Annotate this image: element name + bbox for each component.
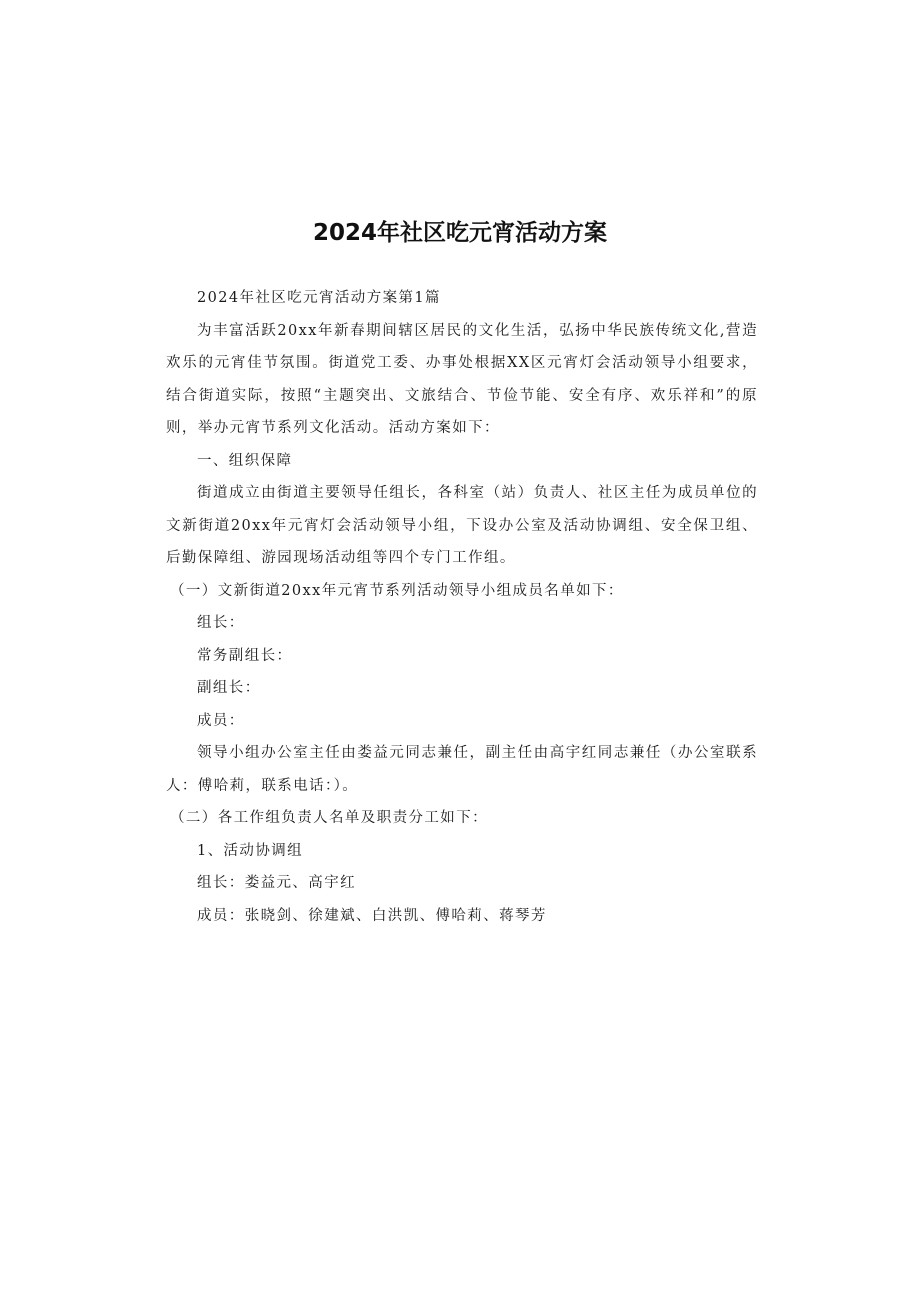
subsection-heading: （一）文新街道20xx年元宵节系列活动领导小组成员名单如下： — [170, 582, 624, 599]
document-body — [166, 282, 758, 932]
list-item: 组长：娄益元、高宇红 — [197, 875, 356, 891]
paragraph-organization: 街道成立由街道主要领导任组长，各科室（站）负责人、社区主任为成员单位的文新街道20xx年元宵灯会活动领导小组，下设办公室及活动协调组、安全保卫组、后勤保障组、游园现场活动组等四个专门工作组。 — [166, 485, 758, 566]
list-item: 常务副组长： — [197, 647, 293, 664]
list-item: 组长： — [197, 615, 245, 631]
paragraph-intro: 为丰富活跃20xx年新春期间辖区居民的文化生活，弘扬中华民族传统文化,营造欢乐的元宵佳节氛围。街道党工委、办事处根据XX区元宵灯会活动领导小组要求，结合街道实际，按照“主题突出、文旅结合、节俭节能、安全有序、欢乐祥和”的原则，举办元宵节系列文化活动。活动方案如下： — [166, 322, 758, 436]
section-heading: 一、组织保障 — [197, 452, 293, 469]
subsection-heading: （二）各工作组负责人名单及职责分工如下： — [170, 810, 488, 826]
list-item: 1、活动协调组 — [197, 842, 304, 859]
list-item: 副组长： — [197, 680, 261, 696]
section-heading: 2024年社区吃元宵活动方案第1篇 — [197, 290, 441, 306]
list-item: 成员： — [197, 712, 245, 729]
paragraph-office: 领导小组办公室主任由娄益元同志兼任，副主任由高宇红同志兼任（办公室联系人：傅哈莉，联系电话：）。 — [166, 745, 758, 794]
page-title: 2024年社区吃元宵活动方案 — [312, 220, 607, 246]
list-item: 成员：张晓剑、徐建斌、白洪凯、傅哈莉、蒋琴芳 — [197, 907, 547, 924]
